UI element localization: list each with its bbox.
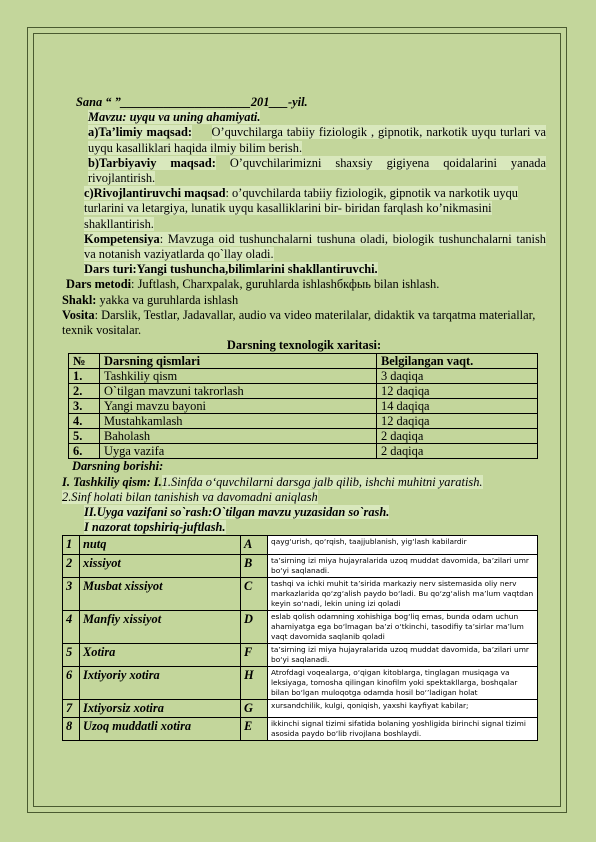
term-number: 2 [63,554,80,577]
plan-header-time: Belgilangan vaqt. [377,354,538,369]
term-name: Xotira [80,643,241,666]
plan-cell-num: 4. [69,414,100,429]
plan-row [69,429,538,444]
matching-row [63,577,538,610]
term-number: 1 [63,536,80,554]
term-definition-text: ikkinchi signal tizimi sifatida bolaning yoshligida birinchi signal tizimi asosida paydo bo‘lib rivojlana boshlaydi. [271,718,526,738]
term-definition [268,666,538,699]
goal-b: b)Tarbiyaviy maqsad: O’quvchilarimizni shaxsiy gigiyena qoidalarini yanada rivojlantirish. [88,155,546,186]
plan-row [69,444,538,459]
document-body [62,95,546,741]
term-definition-text: ta’sirning izi miya hujayralarida uzoq muddat davomida, ba’zilari umr bo‘yi saqlanadi. [271,555,529,575]
term-letter: D [241,610,268,643]
plan-cell-num: 1. [69,369,100,384]
term-number: 8 [63,717,80,740]
plan-row [69,369,538,384]
matching-row [63,666,538,699]
term-letter: B [241,554,268,577]
term-name: Ixtiyorsiz xotira [80,699,241,717]
term-name: nutq [80,536,241,554]
term-definition [268,610,538,643]
date-line: Sana “ ”_____________________201___-yil. [76,95,308,109]
term-name: xissiyot [80,554,241,577]
term-number: 6 [63,666,80,699]
term-number: 4 [63,610,80,643]
plan-header-num: № [69,354,100,369]
matching-row [63,699,538,717]
progress-line3: II.Uyga vazifani so`rash:O`tilgan mavzu yuzasidan so`rash. [84,505,390,520]
plan-cell-part: Baholash [100,429,377,444]
progress-title: Darsning borishi: [72,459,164,474]
plan-row [69,414,538,429]
lesson-means: Vosita: Darslik, Testlar, Jadavallar, audio va video materilalar, didaktik va tarqatma materiallar, texnik vositalar. [62,307,536,338]
lesson-method: Dars metodi: Juftlash, Charxpalak, guruhlarda ishlashбкфыь bilan ishlash. [66,277,440,292]
term-letter: H [241,666,268,699]
plan-cell-time: 12 daqiqa [377,384,538,399]
matching-row [63,610,538,643]
goal-c: c)Rivojlantiruvchi maqsad: o’quvchilarda tabiiy fiziologik, gipnotik va narkotik uyqu turlarini va letargiya, lunatik uyqu kasalliklarini bir- biridan farqlash ko’nikmasini shakllantirish. [84,186,518,231]
term-definition-text: qayg‘urish, qo‘rqish, taajjublanish, yig‘lash kabilardir [271,537,467,547]
matching-row [63,717,538,740]
plan-cell-num: 6. [69,444,100,459]
plan-cell-part: Uyga vazifa [100,444,377,459]
term-name: Manfiy xissiyot [80,610,241,643]
plan-title: Darsning texnologik xaritasi: [226,338,382,353]
plan-cell-num: 2. [69,384,100,399]
term-name: Uzoq muddatli xotira [80,717,241,740]
plan-cell-num: 3. [69,399,100,414]
plan-header-row [69,354,538,369]
term-name: Musbat xissiyot [80,577,241,610]
plan-cell-part: Mustahkamlash [100,414,377,429]
plan-cell-part: Tashkiliy qism [100,369,377,384]
term-name: Ixtiyoriy xotira [80,666,241,699]
plan-cell-time: 2 daqiqa [377,429,538,444]
lesson-form: Shakl: yakka va guruhlarda ishlash [62,292,239,307]
term-letter: E [241,717,268,740]
term-letter: G [241,699,268,717]
plan-table [68,353,538,459]
term-letter: A [241,536,268,554]
term-number: 5 [63,643,80,666]
term-definition [268,536,538,554]
plan-header-part: Darsning qismlari [100,354,377,369]
competence: Kompetensiya: Mavzuga oid tushunchalarni tushuna oladi, biologik tushunchalarni tanish va notanish vaziyatlarda qo`llay oladi. [84,231,546,262]
term-definition-text: Atrofdagi voqealarga, o‘qigan kitoblarga, tinglagan musiqaga va leksiyaga, tomosha qilingan kinofilm yoki spektakllarga, boshqalar bilan bo‘lgan muloqotga odamda hosil bo‘’ladigan holat [271,667,518,697]
plan-cell-num: 5. [69,429,100,444]
plan-cell-time: 2 daqiqa [377,444,538,459]
term-number: 7 [63,699,80,717]
progress-line2: 2.Sinf holati bilan tanishish va davomadni aniqlash [62,489,318,504]
matching-row [63,536,538,554]
term-letter: F [241,643,268,666]
plan-cell-time: 14 daqiqa [377,399,538,414]
plan-cell-time: 3 daqiqa [377,369,538,384]
matching-row [63,643,538,666]
progress-line4: I nazorat topshiriq-juftlash. [84,520,226,535]
term-definition-text: xursandchilik, kulgi, qoniqish, yaxshi kayfiyat kabilar; [271,700,469,710]
term-number: 3 [63,577,80,610]
term-definition-text: tashqi va ichki muhit ta’sirida markaziy nerv sistemasida oliy nerv markazlarida qo‘zg‘alish paydo bo‘ladi. Bu qo‘zg‘alish ma’lum vaqtdan keyin so‘nadi, lekin uning izi qoladi [271,578,534,608]
goal-a: a)Ta’limiy maqsad: O’quvchilarga tabiiy fiziologik , gipnotik, narkotik uyqu turlari va uyqu kasalliklari haqida ilmiy bilim berish. [88,125,547,155]
plan-cell-part: O`tilgan mavzuni takrorlash [100,384,377,399]
plan-cell-time: 12 daqiqa [377,414,538,429]
progress-line1: I. Tashkiliy qism: I.1.Sinfda o‘quvchilarni darsga jalb qilib, ishchi muhitni yaratish. [62,474,483,489]
term-definition [268,643,538,666]
topic-line: Mavzu: uyqu va uning ahamiyati. [88,110,261,125]
term-definition [268,699,538,717]
term-definition [268,554,538,577]
plan-row [69,399,538,414]
term-definition [268,577,538,610]
lesson-type: Dars turi:Yangi tushuncha,bilimlarini shakllantiruvchi. [84,262,378,277]
matching-table [62,535,538,740]
matching-row [63,554,538,577]
term-definition [268,717,538,740]
plan-cell-part: Yangi mavzu bayoni [100,399,377,414]
term-letter: C [241,577,268,610]
term-definition-text: eslab qolish odamning xohishiga bog‘liq emas, bunda odam uchun ahamiyatga ega bo‘lmagan ba’zi o‘tkinchi, tasodifiy ta’sirlar ma’lum vaqt davomida saqlanib qoladi [271,611,524,641]
term-definition-text: ta’sirning izi miya hujayralarida uzoq muddat davomida, ba’zilari umr bo‘yi saqlanadi. [271,644,529,664]
plan-row [69,384,538,399]
